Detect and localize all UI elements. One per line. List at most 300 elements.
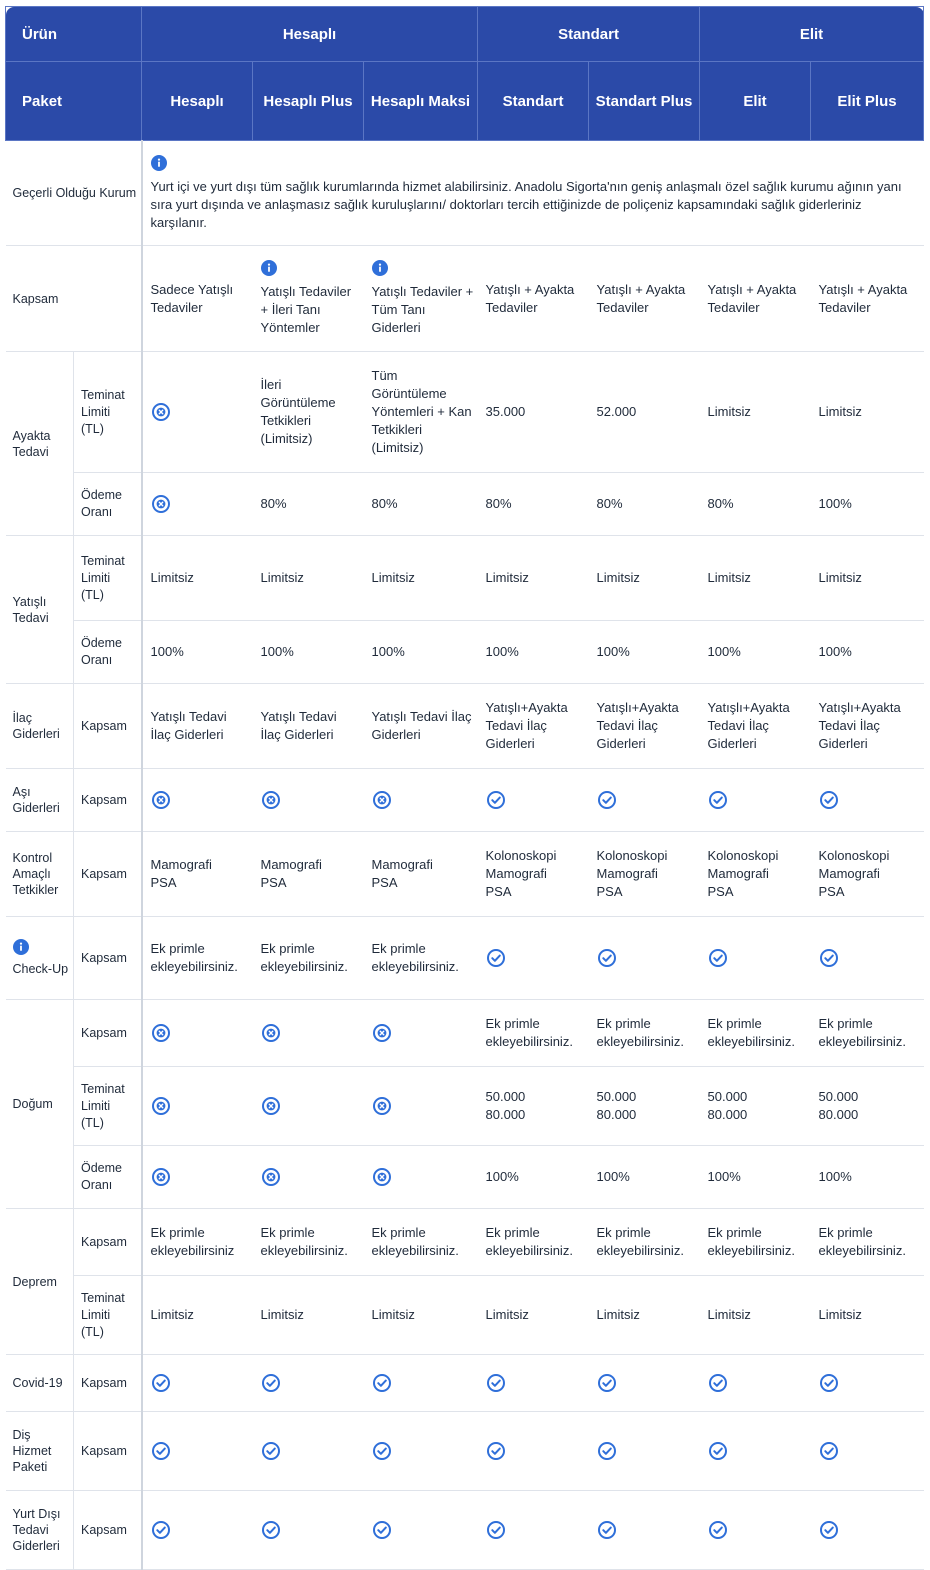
value-cell (589, 1412, 700, 1491)
value-cell (700, 1355, 811, 1412)
value-cell (589, 473, 700, 536)
cell-text: Limitsiz (371, 570, 415, 585)
package-header: Hesaplı (142, 62, 253, 141)
value-cell (142, 621, 253, 684)
value-cell (811, 1209, 924, 1276)
not-covered-icon (372, 1023, 392, 1043)
cell-text: Kapsam (81, 792, 127, 807)
table-row (6, 141, 924, 246)
table-row (6, 1146, 924, 1209)
value-cell (253, 1146, 364, 1209)
value-cell (364, 536, 478, 621)
info-icon (151, 155, 167, 171)
cell-text: 100% (485, 644, 519, 659)
value-cell (589, 1209, 700, 1276)
value-cell (700, 536, 811, 621)
value-cell (700, 1491, 811, 1570)
value-cell (364, 1000, 478, 1067)
covered-icon (151, 1373, 171, 1393)
value-cell (364, 1491, 478, 1570)
cell-text: Deprem (12, 1274, 57, 1289)
not-covered-icon (372, 790, 392, 810)
row-label-yurtdisi (6, 1491, 74, 1570)
value-cell (364, 684, 478, 769)
covered-icon (819, 948, 839, 968)
value-cell (478, 1067, 589, 1146)
cell-text: Teminat Limiti (TL) (81, 1290, 125, 1339)
row-label-ilac (6, 684, 74, 769)
package-header: Standart Plus (589, 62, 700, 141)
value-cell (142, 1146, 253, 1209)
value-cell (589, 1000, 700, 1067)
cell-text: Ek primle ekleyebilirsiniz. (596, 1016, 684, 1049)
value-cell (142, 1209, 253, 1276)
value-cell (253, 832, 364, 917)
value-cell (478, 684, 589, 769)
row-label-checkup (6, 917, 74, 1000)
table-row (6, 246, 924, 352)
cell-text: 50.000 80.000 (596, 1089, 637, 1122)
cell-text: 100% (371, 644, 405, 659)
cell-text: Limitsiz (260, 1307, 304, 1322)
value-cell (142, 1000, 253, 1067)
cell-text: 50.000 80.000 (485, 1089, 526, 1122)
value-cell (253, 1000, 364, 1067)
cell-text: Sadece Yatışlı Tedaviler (150, 281, 234, 315)
cell-text: 100% (150, 644, 184, 659)
value-cell (700, 832, 811, 917)
cell-text: Yatışlı Tedaviler + Tüm Tanı Giderleri (371, 284, 474, 335)
coverage-comparison-table (5, 6, 924, 1570)
package-header: Standart (478, 62, 589, 141)
group-header-hesapli: Hesaplı (142, 7, 478, 62)
cell-text: Kapsam (81, 1443, 127, 1458)
sub-label (74, 621, 142, 684)
value-cell (253, 1276, 364, 1355)
value-cell (811, 1412, 924, 1491)
value-cell (142, 1067, 253, 1146)
info-icon (261, 260, 277, 276)
value-cell (589, 536, 700, 621)
cell-text: Yatışlı + Ayakta Tedaviler (596, 281, 686, 315)
not-covered-icon (151, 1023, 171, 1043)
sub-label (74, 536, 142, 621)
cell-text: Limitsiz (707, 404, 751, 419)
cell-text: 80% (371, 496, 398, 511)
cell-text: Yatışlı+Ayakta Tedavi İlaç Giderleri (596, 700, 679, 751)
cell-text: Yurt içi ve yurt dışı tüm sağlık kurumlarında hizmet alabilirsiniz. Anadolu Sigorta'nın geniş anlaşmalı özel sağlık kurumu ağının yanı sıra yurt dışında ve anlaşmasız sağlık kuruluşlarını/ doktorları tercih ettiğinizde de poliçeniz kapsamındaki sağlık giderleriniz karşılanır. (150, 178, 902, 230)
sub-label (74, 1209, 142, 1276)
not-covered-icon (261, 1023, 281, 1043)
cell-text: 50.000 80.000 (707, 1089, 748, 1122)
cell-text: Yatışlı Tedaviler + İleri Tanı Yöntemler (260, 284, 352, 335)
row-label-asi (6, 769, 74, 832)
sub-label (74, 1067, 142, 1146)
value-cell (364, 1146, 478, 1209)
covered-icon (708, 1520, 728, 1540)
value-cell (142, 246, 253, 352)
value-cell (589, 832, 700, 917)
cell-text: Ek primle ekleyebilirsiniz. (707, 1016, 795, 1049)
covered-icon (261, 1441, 281, 1461)
cell-text: Diş Hizmet Paketi (12, 1428, 52, 1474)
cell-text: Limitsiz (485, 1307, 529, 1322)
not-covered-icon (261, 1167, 281, 1187)
cell-text: Limitsiz (818, 570, 862, 585)
value-cell (700, 1412, 811, 1491)
value-cell (253, 1067, 364, 1146)
value-cell (364, 473, 478, 536)
covered-icon (486, 790, 506, 810)
cell-text: Ayakta Tedavi (12, 428, 51, 459)
value-cell (700, 769, 811, 832)
row-label-dogum (6, 1000, 74, 1209)
cell-text: 50.000 80.000 (818, 1089, 859, 1122)
row-label-yatisli (6, 536, 74, 684)
value-cell (811, 621, 924, 684)
sub-label (74, 1491, 142, 1570)
value-cell (364, 1412, 478, 1491)
not-covered-icon (372, 1096, 392, 1116)
cell-text: Limitsiz (596, 1307, 640, 1322)
cell-text: 100% (596, 1169, 630, 1184)
sub-label (74, 769, 142, 832)
cell-text: Teminat Limiti (TL) (81, 553, 125, 602)
value-cell (364, 917, 478, 1000)
covered-icon (261, 1373, 281, 1393)
cell-text: Aşı Giderleri (12, 785, 60, 815)
value-cell (589, 1146, 700, 1209)
covered-icon (597, 790, 617, 810)
cell-text: Limitsiz (818, 404, 862, 419)
covered-icon (372, 1373, 392, 1393)
value-cell (253, 473, 364, 536)
cell-text: Kapsam (81, 866, 127, 881)
cell-text: Kapsam (81, 1522, 127, 1537)
value-cell (811, 684, 924, 769)
covered-icon (372, 1520, 392, 1540)
row-label-dis (6, 1412, 74, 1491)
cell-text: 80% (485, 496, 512, 511)
value-cell (142, 832, 253, 917)
value-cell (700, 917, 811, 1000)
cell-text: Yatışlı + Ayakta Tedaviler (818, 281, 908, 315)
value-cell (811, 352, 924, 473)
value-cell (589, 352, 700, 473)
cell-text: 35.000 (485, 404, 526, 419)
value-cell (478, 1276, 589, 1355)
table-row (6, 473, 924, 536)
cell-text: Tüm Görüntüleme Yöntemleri + Kan Tetkikleri (Limitsiz) (371, 368, 472, 455)
cell-text: Yatışlı+Ayakta Tedavi İlaç Giderleri (707, 700, 790, 751)
not-covered-icon (151, 494, 171, 514)
sub-label (74, 1412, 142, 1491)
cell-text: 80% (707, 496, 734, 511)
sub-label (74, 1000, 142, 1067)
cell-text: 100% (260, 644, 294, 659)
value-cell (478, 1491, 589, 1570)
table-row (6, 1209, 924, 1276)
cell-text: Yatışlı+Ayakta Tedavi İlaç Giderleri (485, 700, 568, 751)
not-covered-icon (151, 1167, 171, 1187)
cell-text: Teminat Limiti (TL) (81, 1081, 125, 1130)
value-cell (700, 1146, 811, 1209)
cell-text: Yatışlı + Ayakta Tedaviler (707, 281, 797, 315)
info-icon (13, 939, 29, 955)
value-cell (811, 1276, 924, 1355)
cell-text: Kontrol Amaçlı Tetkikler (12, 851, 59, 897)
table-row (6, 1491, 924, 1570)
value-cell (700, 1276, 811, 1355)
value-cell (364, 352, 478, 473)
value-cell (253, 1491, 364, 1570)
value-cell (589, 769, 700, 832)
value-cell (478, 832, 589, 917)
cell-text: Kolonoskopi Mamografi PSA (596, 848, 668, 899)
cell-text: 100% (818, 496, 852, 511)
cell-text: Kapsam (12, 291, 59, 306)
covered-icon (486, 1373, 506, 1393)
covered-icon (486, 1441, 506, 1461)
cell-text: Ödeme Oranı (81, 488, 122, 519)
cell-text: Limitsiz (596, 570, 640, 585)
cell-text: Kolonoskopi Mamografi PSA (485, 848, 557, 899)
row-label-deprem (6, 1209, 74, 1355)
not-covered-icon (151, 790, 171, 810)
cell-text: Ödeme Oranı (81, 1161, 122, 1192)
value-cell (811, 832, 924, 917)
cell-text: Teminat Limiti (TL) (81, 387, 125, 436)
package-header: Elit Plus (811, 62, 924, 141)
cell-text: Ek primle ekleyebilirsiniz. (485, 1225, 573, 1258)
cell-text: Ek primle ekleyebilirsiniz. (150, 941, 238, 974)
cell-text: Ek primle ekleyebilirsiniz. (485, 1016, 573, 1049)
cell-text: 100% (818, 644, 852, 659)
cell-text: Kolonoskopi Mamografi PSA (818, 848, 890, 899)
not-covered-icon (372, 1167, 392, 1187)
covered-icon (486, 1520, 506, 1540)
value-cell (700, 246, 811, 352)
table-row (6, 1000, 924, 1067)
covered-icon (819, 1373, 839, 1393)
cell-text: Doğum (12, 1097, 53, 1111)
covered-icon (261, 1520, 281, 1540)
table-row (6, 1276, 924, 1355)
table-row (6, 684, 924, 769)
value-cell (478, 536, 589, 621)
cell-text: Ek primle ekleyebilirsiniz (150, 1225, 235, 1258)
value-cell (700, 1000, 811, 1067)
covered-icon (819, 1441, 839, 1461)
value-cell (811, 246, 924, 352)
value-cell (142, 769, 253, 832)
sub-label (74, 832, 142, 917)
covered-icon (819, 1520, 839, 1540)
cell-text: Ek primle ekleyebilirsiniz. (260, 1225, 348, 1258)
cell-text: Covid-19 (12, 1376, 63, 1390)
value-cell (142, 1355, 253, 1412)
cell-text: 100% (707, 1169, 741, 1184)
value-cell (700, 352, 811, 473)
cell-text: Kapsam (81, 1025, 127, 1040)
cell-text: Mamografi PSA (260, 857, 322, 890)
covered-icon (708, 948, 728, 968)
sub-label (74, 352, 142, 473)
table-row (6, 769, 924, 832)
value-cell (142, 917, 253, 1000)
value-cell (811, 769, 924, 832)
cell-text: Ek primle ekleyebilirsiniz. (707, 1225, 795, 1258)
value-cell (478, 246, 589, 352)
value-cell (142, 1276, 253, 1355)
covered-icon (151, 1520, 171, 1540)
row-label-covid (6, 1355, 74, 1412)
not-covered-icon (151, 402, 171, 422)
value-cell (700, 684, 811, 769)
value-cell (253, 246, 364, 352)
value-cell (253, 769, 364, 832)
package-header: Elit (700, 62, 811, 141)
kurum-text (142, 141, 924, 246)
cell-text: 100% (596, 644, 630, 659)
value-cell (811, 1491, 924, 1570)
not-covered-icon (261, 790, 281, 810)
sub-label (74, 473, 142, 536)
covered-icon (819, 790, 839, 810)
row-label-ayakta (6, 352, 74, 536)
urun-header: Ürün (6, 7, 142, 62)
table-row (6, 1067, 924, 1146)
value-cell (364, 1355, 478, 1412)
value-cell (364, 1067, 478, 1146)
table-row (6, 917, 924, 1000)
cell-text: Limitsiz (818, 1307, 862, 1322)
table-row (6, 1412, 924, 1491)
cell-text: Geçerli Olduğu Kurum (12, 186, 137, 200)
value-cell (700, 473, 811, 536)
cell-text: Limitsiz (485, 570, 529, 585)
value-cell (142, 473, 253, 536)
cell-text: Yatışlı + Ayakta Tedaviler (485, 281, 575, 315)
sub-label (74, 1146, 142, 1209)
value-cell (142, 684, 253, 769)
cell-text: Limitsiz (150, 570, 194, 585)
value-cell (478, 621, 589, 684)
value-cell (811, 1355, 924, 1412)
value-cell (589, 684, 700, 769)
covered-icon (597, 1373, 617, 1393)
value-cell (142, 536, 253, 621)
value-cell (478, 1000, 589, 1067)
value-cell (478, 1146, 589, 1209)
row-label-kurum (6, 141, 142, 246)
cell-text: Kapsam (81, 950, 127, 965)
value-cell (478, 769, 589, 832)
group-header-standart: Standart (478, 7, 700, 62)
cell-text: Yatışlı Tedavi İlaç Giderleri (371, 709, 472, 742)
sub-label (74, 917, 142, 1000)
cell-text: Ek primle ekleyebilirsiniz. (371, 1225, 459, 1258)
covered-icon (597, 948, 617, 968)
not-covered-icon (151, 1096, 171, 1116)
package-header: Hesaplı Maksi (364, 62, 478, 141)
cell-text: Kapsam (81, 718, 127, 733)
covered-icon (151, 1441, 171, 1461)
value-cell (478, 1355, 589, 1412)
cell-text: Limitsiz (707, 1307, 751, 1322)
cell-text: Limitsiz (260, 570, 304, 585)
covered-icon (708, 1441, 728, 1461)
cell-text: Ek primle ekleyebilirsiniz. (371, 941, 459, 974)
cell-text: Limitsiz (371, 1307, 415, 1322)
cell-text: Limitsiz (707, 570, 751, 585)
cell-text: Ek primle ekleyebilirsiniz. (818, 1016, 906, 1049)
cell-text: Limitsiz (150, 1307, 194, 1322)
value-cell (589, 1491, 700, 1570)
value-cell (364, 1209, 478, 1276)
covered-icon (372, 1441, 392, 1461)
value-cell (589, 917, 700, 1000)
value-cell (811, 1146, 924, 1209)
value-cell (811, 1000, 924, 1067)
table-row (6, 832, 924, 917)
cell-text: 100% (707, 644, 741, 659)
value-cell (364, 832, 478, 917)
value-cell (253, 684, 364, 769)
cell-text: Yatışlı Tedavi İlaç Giderleri (260, 709, 337, 742)
table-row (6, 536, 924, 621)
cell-text: 100% (818, 1169, 852, 1184)
value-cell (253, 536, 364, 621)
value-cell (811, 917, 924, 1000)
value-cell (811, 1067, 924, 1146)
value-cell (253, 1412, 364, 1491)
value-cell (700, 1209, 811, 1276)
value-cell (589, 1067, 700, 1146)
row-label-kapsam (6, 246, 142, 352)
value-cell (589, 1355, 700, 1412)
value-cell (364, 246, 478, 352)
not-covered-icon (261, 1096, 281, 1116)
covered-icon (597, 1441, 617, 1461)
paket-header: Paket (6, 62, 142, 141)
cell-text: İlaç Giderleri (12, 711, 60, 741)
cell-text: Ek primle ekleyebilirsiniz. (596, 1225, 684, 1258)
value-cell (253, 352, 364, 473)
value-cell (589, 246, 700, 352)
value-cell (811, 473, 924, 536)
cell-text: Check-Up (12, 962, 69, 976)
covered-icon (597, 1520, 617, 1540)
cell-text: 80% (260, 496, 287, 511)
covered-icon (708, 790, 728, 810)
value-cell (142, 352, 253, 473)
value-cell (253, 1209, 364, 1276)
cell-text: Kapsam (81, 1375, 127, 1390)
value-cell (478, 473, 589, 536)
cell-text: Ödeme Oranı (81, 636, 122, 667)
value-cell (589, 621, 700, 684)
table-row (6, 1355, 924, 1412)
value-cell (700, 1067, 811, 1146)
value-cell (253, 1355, 364, 1412)
cell-text: 52.000 (596, 404, 637, 419)
cell-text: 100% (485, 1169, 519, 1184)
cell-text: Kolonoskopi Mamografi PSA (707, 848, 779, 899)
value-cell (478, 1412, 589, 1491)
cell-text: Kapsam (81, 1234, 127, 1249)
cell-text: İleri Görüntüleme Tetkikleri (Limitsiz) (260, 377, 336, 446)
